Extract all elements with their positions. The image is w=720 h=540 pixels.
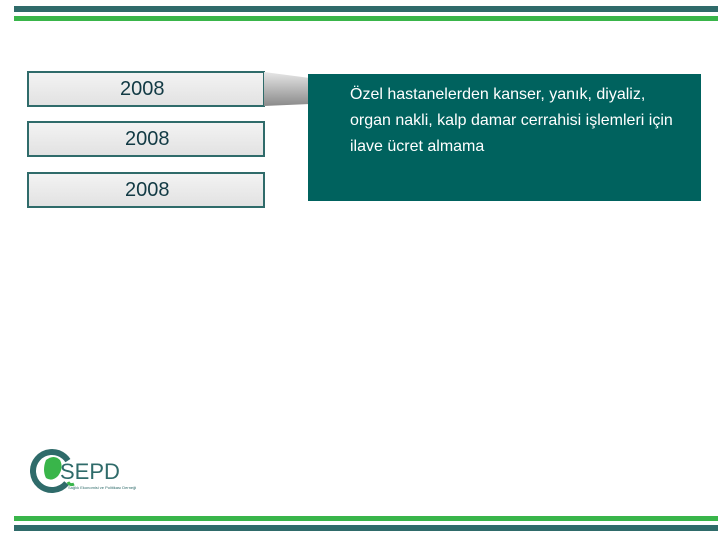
connector-arrow (264, 70, 310, 108)
sepd-logo (30, 446, 150, 496)
bottom-border-green (14, 516, 718, 521)
year-label-1: 2008 (120, 78, 165, 100)
svg-text:SEPD: SEPD (60, 459, 120, 484)
year-box-3 (27, 172, 265, 208)
svg-text:Sağlık Ekonomisi ve Politikası: Sağlık Ekonomisi ve Politikası Derneği (68, 485, 137, 490)
year-box-1 (27, 71, 265, 107)
description-panel (308, 74, 701, 201)
description-text: Özel hastanelerden kanser, yanık, diyaliz, organ nakli, kalp damar cerrahisi işlemleri için ilave ücret almama (350, 86, 673, 155)
top-border-dark (14, 6, 718, 12)
year-label-2: 2008 (125, 128, 170, 150)
top-border-green (14, 16, 718, 21)
bottom-border-dark (14, 525, 718, 531)
year-label-3: 2008 (125, 179, 170, 201)
year-box-2 (27, 121, 265, 157)
